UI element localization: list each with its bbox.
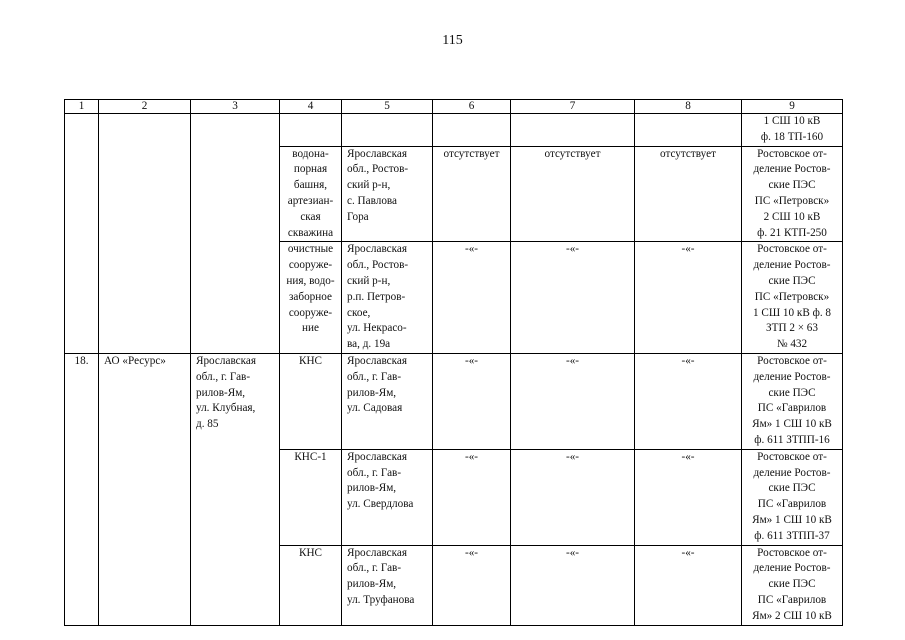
cell-line: ПС «Гаврилов xyxy=(757,593,827,606)
cell-line: Ростовское от- xyxy=(757,546,827,559)
cell-line: ва, д. 19а xyxy=(347,338,391,351)
header-cell: 8 xyxy=(635,100,742,114)
cell-line: водона- xyxy=(292,147,329,160)
power-supply-cell xyxy=(742,449,843,545)
cell-line: обл., г. Гав- xyxy=(347,466,402,479)
cell-line: ские ПЭС xyxy=(768,482,816,495)
header-row xyxy=(65,100,843,114)
cell-line: ф. 21 КТП-250 xyxy=(757,226,827,239)
org-cell: АО «Ресурс» xyxy=(99,353,191,625)
cell-line: ПС «Гаврилов xyxy=(757,402,827,415)
col7-cell: -«- xyxy=(511,449,635,545)
col8-cell xyxy=(635,114,742,147)
cell-line: 1 СШ 10 кВ ф. 8 xyxy=(752,306,832,319)
cell-line: ф. 18 ТП-160 xyxy=(760,130,824,143)
cell-line: ский р-н, xyxy=(347,179,391,192)
cell-line: ул. Садовая xyxy=(347,402,403,415)
cell-line: Ростовское от- xyxy=(757,450,827,463)
table-row xyxy=(65,114,843,147)
cell-line: обл., Ростов- xyxy=(347,259,409,272)
object-cell xyxy=(280,146,342,242)
cell-line: очистные xyxy=(287,243,334,256)
cell-line: д. 85 xyxy=(196,418,219,431)
col6-cell: -«- xyxy=(433,545,511,625)
power-supply-cell xyxy=(742,545,843,625)
cell-line: скважина xyxy=(287,226,334,239)
location-cell xyxy=(342,449,433,545)
col8-cell: -«- xyxy=(635,449,742,545)
address-cell xyxy=(191,353,280,625)
col8-cell: -«- xyxy=(635,353,742,449)
cell-line: Ярославская xyxy=(347,243,408,256)
cell-line: обл., г. Гав- xyxy=(347,562,402,575)
cell-line: ские ПЭС xyxy=(768,179,816,192)
table-row xyxy=(65,353,843,449)
power-supply-cell xyxy=(742,242,843,354)
object-cell xyxy=(280,114,342,147)
cell-line: Ярославская xyxy=(347,546,408,559)
col8-cell: -«- xyxy=(635,242,742,354)
col6-cell: -«- xyxy=(433,353,511,449)
cell-line: заборное xyxy=(289,290,332,303)
object-cell xyxy=(280,242,342,354)
cell-line: ские ПЭС xyxy=(768,578,816,591)
cell-line: деление Ростов- xyxy=(753,370,831,383)
cell-line: ул. Клубная, xyxy=(196,402,256,415)
cell-line: рилов-Ям, xyxy=(347,578,397,591)
col7-cell: -«- xyxy=(511,545,635,625)
cell-line: Ярославская xyxy=(347,354,408,367)
header-cell: 5 xyxy=(342,100,433,114)
address-cell xyxy=(191,114,280,354)
cell-line: рилов-Ям, xyxy=(347,482,397,495)
cell-line: ния, водо- xyxy=(286,274,335,287)
cell-line: обл., г. Гав- xyxy=(196,370,251,383)
cell-line: ские ПЭС xyxy=(768,274,816,287)
cell-line: ское, xyxy=(347,306,371,319)
header-cell: 7 xyxy=(511,100,635,114)
col8-cell: -«- xyxy=(635,545,742,625)
cell-line: деление Ростов- xyxy=(753,259,831,272)
location-cell xyxy=(342,545,433,625)
cell-line: Ростовское от- xyxy=(757,243,827,256)
org-cell xyxy=(99,114,191,354)
cell-line: деление Ростов- xyxy=(753,562,831,575)
cell-line: Ярославская xyxy=(347,147,408,160)
power-supply-cell xyxy=(742,353,843,449)
cell-line: Ям» 1 СШ 10 кВ xyxy=(752,513,832,526)
cell-line: с. Павлова xyxy=(347,194,398,207)
cell-line: Ярославская xyxy=(196,354,257,367)
cell-line: Ростовское от- xyxy=(757,147,827,160)
object-cell: КНС-1 xyxy=(280,449,342,545)
document-table xyxy=(64,99,843,626)
cell-line: ПС «Петровск» xyxy=(754,194,830,207)
cell-line: р.п. Петров- xyxy=(347,290,406,303)
cell-line: сооруже- xyxy=(288,306,333,319)
col7-cell xyxy=(511,114,635,147)
cell-line: деление Ростов- xyxy=(753,163,831,176)
object-cell: КНС xyxy=(280,353,342,449)
cell-line: № 432 xyxy=(776,338,808,351)
cell-line: Ям» 1 СШ 10 кВ xyxy=(752,418,832,431)
col6-cell: отсутствует xyxy=(433,146,511,242)
location-cell xyxy=(342,114,433,147)
cell-line: ние xyxy=(302,322,319,335)
cell-line: ПС «Гаврилов xyxy=(757,498,827,511)
header-cell: 1 xyxy=(65,100,99,114)
header-cell: 6 xyxy=(433,100,511,114)
cell-line: сооруже- xyxy=(288,259,333,272)
header-cell: 9 xyxy=(742,100,843,114)
col7-cell: -«- xyxy=(511,242,635,354)
cell-line: порная xyxy=(293,163,328,176)
cell-line: ская xyxy=(300,210,321,223)
cell-line: артезиан- xyxy=(287,194,334,207)
location-cell xyxy=(342,242,433,354)
cell-line: ф. 611 ЗТПП-37 xyxy=(754,529,830,542)
object-cell: КНС xyxy=(280,545,342,625)
cell-line: ский р-н, xyxy=(347,274,391,287)
cell-line: 1 СШ 10 кВ xyxy=(763,115,821,127)
cell-line: обл., г. Гав- xyxy=(347,370,402,383)
power-supply-cell xyxy=(742,146,843,242)
col7-cell: отсутствует xyxy=(511,146,635,242)
cell-line: ул. Труфанова xyxy=(347,593,415,606)
cell-line: 2 СШ 10 кВ xyxy=(763,210,821,223)
cell-line: рилов-Ям, xyxy=(347,386,397,399)
cell-line: Ям» 2 СШ 10 кВ xyxy=(752,609,832,622)
col6-cell: -«- xyxy=(433,449,511,545)
cell-line: ул. Свердлова xyxy=(347,498,414,511)
col8-cell: отсутствует xyxy=(635,146,742,242)
col6-cell: -«- xyxy=(433,242,511,354)
cell-line: Ростовское от- xyxy=(757,354,827,367)
header-cell: 2 xyxy=(99,100,191,114)
cell-line: ские ПЭС xyxy=(768,386,816,399)
header-cell: 3 xyxy=(191,100,280,114)
location-cell xyxy=(342,146,433,242)
cell-line: рилов-Ям, xyxy=(196,386,246,399)
cell-line: обл., Ростов- xyxy=(347,163,409,176)
cell-line: Гора xyxy=(347,210,369,223)
col7-cell: -«- xyxy=(511,353,635,449)
cell-line: Ярославская xyxy=(347,450,408,463)
power-supply-cell xyxy=(742,114,843,147)
location-cell xyxy=(342,353,433,449)
header-cell: 4 xyxy=(280,100,342,114)
row-number-cell xyxy=(65,114,99,354)
cell-line: башня, xyxy=(293,179,328,192)
cell-line: ул. Некрасо- xyxy=(347,322,407,335)
cell-line: деление Ростов- xyxy=(753,466,831,479)
cell-line: ф. 611 ЗТПП-16 xyxy=(754,433,830,446)
cell-line: ПС «Петровск» xyxy=(754,290,830,303)
col6-cell xyxy=(433,114,511,147)
cell-line: ЗТП 2 × 63 xyxy=(766,322,818,335)
row-number-cell: 18. xyxy=(65,353,99,625)
page-number: 115 xyxy=(442,33,463,48)
